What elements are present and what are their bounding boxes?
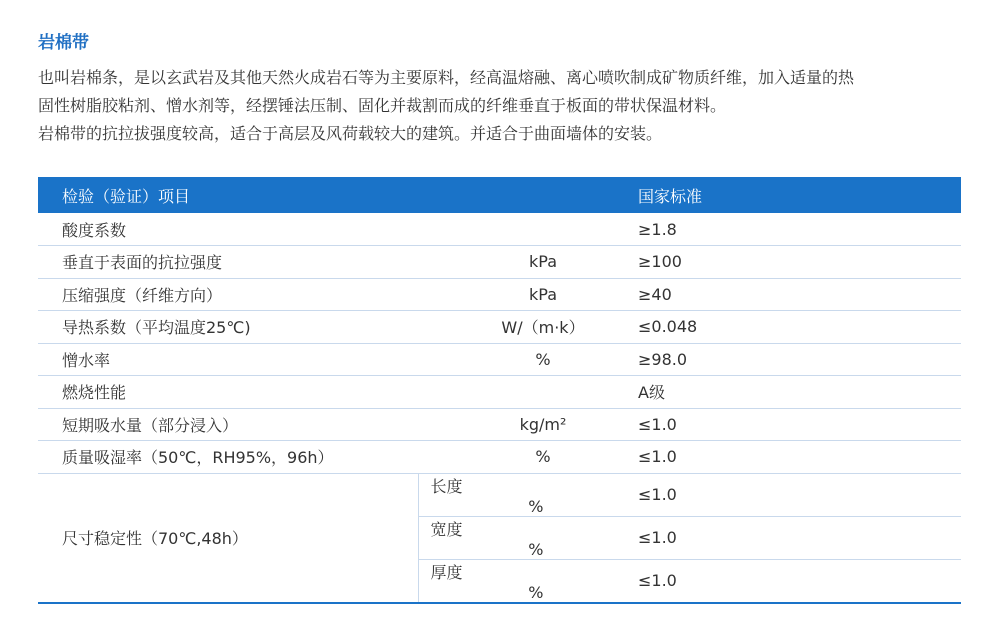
row-standard: ≥98.0 — [618, 343, 961, 376]
description-line: 也叫岩棉条，是以玄武岩及其他天然火成岩石等为主要原料，经高温熔融、离心喷吹制成矿物质纤维，加入适量的热 — [38, 68, 855, 87]
row-standard: A级 — [618, 376, 961, 409]
row-item: 憎水率 — [38, 343, 418, 376]
header-standard: 国家标准 — [618, 177, 961, 213]
row-item: 质量吸湿率（50℃，RH95%，96h） — [38, 441, 418, 474]
sub-cell — [418, 559, 618, 603]
unit-text: % — [535, 349, 551, 369]
section-title: 岩棉带 — [38, 33, 89, 53]
row-item: 压缩强度（纤维方向） — [38, 278, 418, 311]
row-standard: ≥100 — [618, 246, 961, 279]
table-row — [38, 278, 961, 311]
sub-cell — [418, 516, 618, 559]
row-item-merged — [38, 473, 418, 603]
table-row — [38, 213, 961, 246]
row-unit — [418, 311, 618, 344]
row-item: 导热系数（平均温度25℃) — [38, 311, 418, 344]
table-row — [38, 473, 961, 516]
table-row — [38, 441, 961, 474]
table-row — [38, 343, 961, 376]
table-row — [38, 311, 961, 344]
row-unit — [418, 441, 618, 474]
description-line: 岩棉带的抗拉拔强度较高，适合于高层及风荷载较大的建筑。并适合于曲面墙体的安装。 — [38, 124, 663, 143]
row-unit — [418, 278, 618, 311]
unit-text: kg/m² — [519, 414, 567, 434]
table-row — [38, 408, 961, 441]
table-header-row — [38, 177, 961, 213]
row-unit — [418, 343, 618, 376]
row-standard: ≤1.0 — [618, 473, 961, 516]
table-row — [38, 246, 961, 279]
row-unit — [418, 246, 618, 279]
dimensional-item: 尺寸稳定性（70℃,48h） — [62, 529, 248, 548]
description — [38, 64, 968, 148]
row-standard: ≥40 — [618, 278, 961, 311]
row-item: 短期吸水量（部分浸入） — [38, 408, 418, 441]
sub-label: 长度 — [430, 476, 463, 496]
row-standard: ≥1.8 — [618, 213, 961, 246]
row-item: 酸度系数 — [38, 213, 418, 246]
unit-text: % — [528, 496, 544, 516]
row-standard: ≤1.0 — [618, 441, 961, 474]
row-unit — [418, 213, 618, 246]
row-standard: ≤1.0 — [618, 559, 961, 603]
row-item: 垂直于表面的抗拉强度 — [38, 246, 418, 279]
sub-cell — [418, 473, 618, 516]
spec-table — [38, 177, 961, 604]
table-row — [38, 376, 961, 409]
unit-text: W/（m·k） — [501, 318, 585, 338]
sub-label: 厚度 — [430, 562, 463, 582]
description-line: 固性树脂胶粘剂、憎水剂等，经摆锤法压制、固化并裁割而成的纤维垂直于板面的带状保温材料。 — [38, 96, 727, 115]
row-standard: ≤1.0 — [618, 408, 961, 441]
unit-text: % — [535, 447, 551, 467]
unit-text: kPa — [529, 284, 557, 304]
row-unit — [418, 408, 618, 441]
sub-label: 宽度 — [430, 519, 463, 539]
header-item: 检验（验证）项目 — [38, 177, 618, 213]
row-standard: ≤1.0 — [618, 516, 961, 559]
row-item: 燃烧性能 — [38, 376, 418, 409]
unit-text: % — [528, 539, 544, 559]
row-unit — [418, 376, 618, 409]
unit-text: % — [528, 582, 544, 602]
row-standard: ≤0.048 — [618, 311, 961, 344]
unit-text: kPa — [529, 252, 557, 272]
